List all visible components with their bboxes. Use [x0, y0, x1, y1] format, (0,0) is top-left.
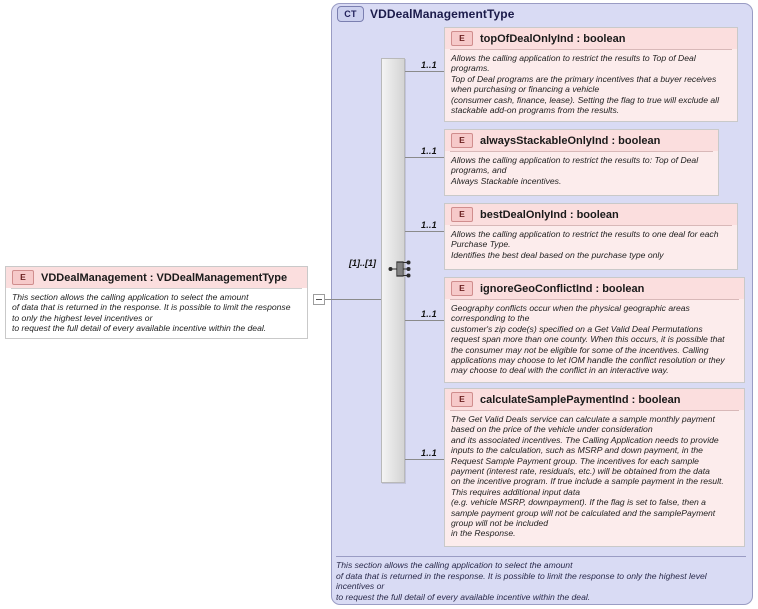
doc-line: applications may choose to let IOM handle the conflict resolution or they — [451, 355, 725, 366]
connector-line-root — [325, 299, 383, 300]
doc-line: in the Response. — [451, 528, 516, 539]
doc-line: programs. — [451, 63, 490, 74]
element-name: ignoreGeoConflictInd : boolean — [480, 282, 645, 295]
doc-line: based on the price of the vehicle under consideration — [451, 424, 653, 435]
doc-line: (consumer cash, finance, lease). Setting the flag to true will exclude all — [451, 94, 719, 105]
doc-line: to request the full detail of every available incentive within the deal. — [336, 591, 591, 602]
doc-line: Allows the calling application to restrict the results to Top of Deal — [451, 53, 696, 63]
expand-collapse-toggle[interactable] — [313, 294, 325, 305]
doc-line: and its associated incentives. The Calling Application needs to provide — [451, 434, 719, 445]
doc-line: programs, and — [451, 165, 507, 176]
element-box-ignoregeoconflictind[interactable] — [444, 277, 745, 383]
element-name: calculateSamplePaymentInd : boolean — [480, 393, 681, 406]
doc-line: This section allows the calling application to select the amount — [336, 560, 573, 570]
cardinality-label-alwaysstackableonlyind: 1..1 — [421, 146, 437, 156]
doc-line: of data that is returned in the response. It is possible to limit the response to only the highest level — [336, 570, 707, 581]
doc-line: stackable add-on programs from the results. — [451, 105, 620, 116]
element-icon: E — [451, 281, 473, 296]
doc-line: Purchase Type. — [451, 239, 511, 250]
doc-line: Always Stackable incentives. — [451, 175, 562, 186]
doc-line: payment (interest rate, residuals, etc.) will be obtained from the data — [451, 466, 710, 477]
element-box-topofdealonlyind[interactable] — [444, 27, 738, 122]
doc-line: The Get Valid Deals service can calculate a sample monthly payment — [451, 414, 715, 424]
doc-line: corresponding to the — [451, 313, 530, 324]
doc-line: inputs to the calculation, such as MSRP and down payment, in the — [451, 445, 703, 456]
element-icon: E — [451, 133, 473, 148]
doc-line: incentives or — [336, 581, 385, 592]
doc-line: group will not be included — [451, 518, 548, 529]
doc-line: to request the full detail of every available incentive within the deal. — [12, 323, 267, 334]
doc-line: Identifies the best deal based on the purchase type only — [451, 249, 664, 260]
element-documentation — [11, 288, 302, 338]
element-icon: E — [451, 31, 473, 46]
doc-line: the consumer may not be eligible for some of the incentives. Calling — [451, 344, 709, 355]
doc-line: may choose to deal with the conflict in an interactive way. — [451, 365, 669, 376]
element-header — [445, 130, 718, 151]
cardinality-label-ignoregeoconflictind: 1..1 — [421, 309, 437, 319]
element-header — [6, 267, 307, 288]
element-header — [445, 204, 737, 225]
connector-line-child-5 — [405, 459, 444, 460]
doc-line: when purchasing or financing a vehicle — [451, 84, 600, 95]
element-documentation — [450, 225, 732, 264]
connector-line-child-2 — [405, 157, 444, 158]
element-box-calculatesamplepaymentind[interactable] — [444, 388, 745, 547]
doc-line: Request Sample Payment group. The incentives for each sample — [451, 455, 699, 466]
element-documentation — [450, 151, 713, 190]
minus-icon — [316, 299, 322, 300]
doc-line: on the incentive program. If true include a sample payment in the result. — [451, 476, 724, 487]
element-icon: E — [451, 207, 473, 222]
element-header — [445, 278, 744, 299]
root-cardinality-label: [1]..[1] — [349, 258, 376, 268]
doc-line: This section allows the calling application to select the amount — [12, 292, 249, 302]
complex-type-documentation — [336, 556, 746, 601]
element-box-alwaysstackableonlyind[interactable] — [444, 129, 719, 196]
cardinality-label-calculatesamplepaymentind: 1..1 — [421, 448, 437, 458]
cardinality-label-topofdealonlyind: 1..1 — [421, 60, 437, 70]
sequence-icon — [388, 258, 412, 280]
complex-type-icon: CT — [337, 6, 364, 22]
doc-line: sample payment group will not be calculated and the samplePayment — [451, 507, 716, 518]
doc-line: Allows the calling application to restrict the results to: Top of Deal — [451, 155, 699, 165]
element-documentation — [450, 410, 739, 543]
element-name: bestDealOnlyInd : boolean — [480, 208, 619, 221]
element-box-bestdealonlyind[interactable] — [444, 203, 738, 270]
connector-line-child-3 — [405, 231, 444, 232]
element-header — [445, 389, 744, 410]
cardinality-label-bestdealonlyind: 1..1 — [421, 220, 437, 230]
doc-line: customer's zip code(s) specified on a Get Valid Deal Permutations — [451, 323, 703, 334]
connector-line-child-1 — [405, 71, 444, 72]
doc-line: request span more than one county. When this occurs, it is possible that — [451, 334, 725, 345]
complex-type-name: VDDealManagementType — [370, 7, 515, 21]
element-header — [445, 28, 737, 49]
complex-type-header — [337, 5, 514, 23]
doc-line: Top of Deal programs are the primary incentives that a buyer receives — [451, 73, 717, 84]
doc-line: of data that is returned in the response. It is possible to limit the response — [12, 302, 291, 313]
element-name: topOfDealOnlyInd : boolean — [480, 32, 626, 45]
doc-line: Geography conflicts occur when the physical geographic areas — [451, 303, 690, 313]
element-box-vddealmanagement[interactable] — [5, 266, 308, 339]
doc-line: This requires additional input data — [451, 486, 580, 497]
connector-line-child-4 — [405, 320, 444, 321]
element-icon: E — [451, 392, 473, 407]
element-documentation — [450, 49, 732, 119]
element-name: alwaysStackableOnlyInd : boolean — [480, 134, 661, 147]
doc-line: to only the highest level incentives or — [12, 312, 153, 323]
doc-line: (e.g. vehicle MSRP, downpayment). If the flag is set to false, then a — [451, 497, 706, 508]
element-name: VDDealManagement : VDDealManagementType — [41, 271, 288, 284]
element-documentation — [450, 299, 739, 380]
element-icon: E — [12, 270, 34, 285]
doc-line: Allows the calling application to restrict the results to one deal for each — [451, 229, 719, 239]
